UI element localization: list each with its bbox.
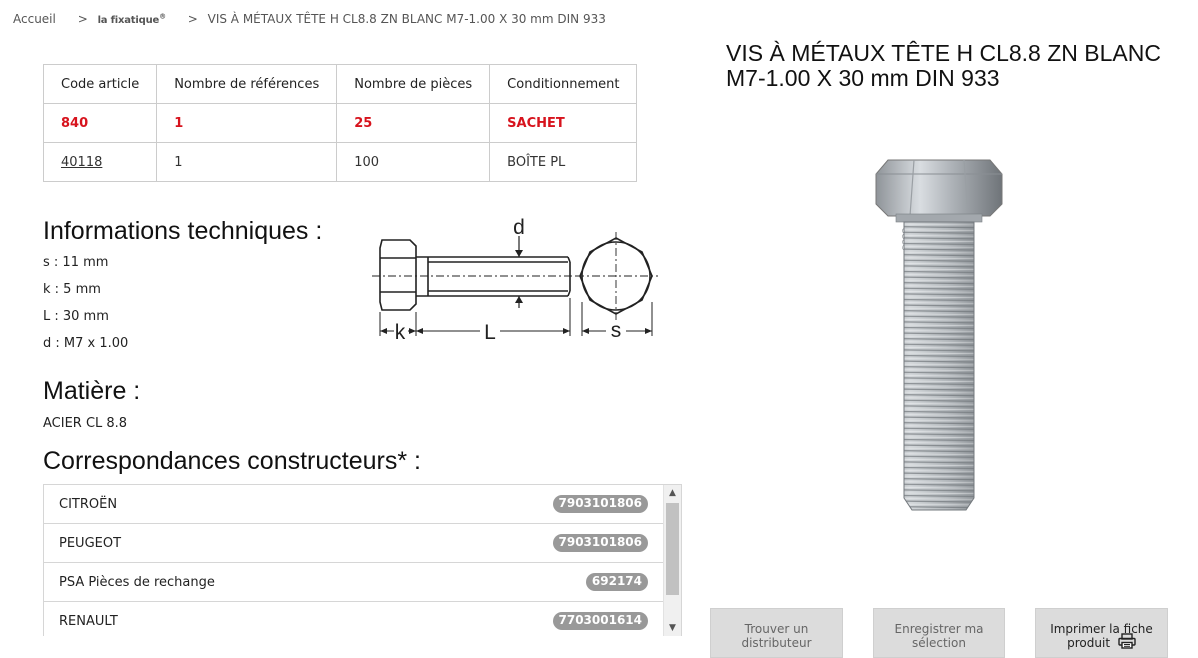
manufacturer-code-badge: 692174	[586, 573, 648, 591]
material-value: ACIER CL 8.8	[43, 416, 128, 431]
header-code-article: Code article	[44, 65, 157, 104]
manufacturer-code-badge: 7903101806	[553, 495, 649, 513]
spec-length: L : 30 mm	[43, 309, 109, 324]
references-table	[43, 64, 637, 182]
breadcrumb-home[interactable]: Accueil	[13, 12, 56, 26]
printer-icon	[1118, 633, 1136, 649]
diagram-label-d: d	[513, 216, 525, 239]
correspondences-list	[44, 485, 663, 636]
breadcrumb-separator: >	[187, 12, 198, 26]
diagram-label-length: L	[484, 321, 496, 344]
spec-diameter: d : M7 x 1.00	[43, 336, 129, 351]
cell-references: 1	[157, 143, 337, 182]
cell-pieces: 100	[337, 143, 490, 182]
chevron-down-icon[interactable]: ▼	[669, 623, 676, 633]
print-sheet-label-line2: produit	[1067, 636, 1111, 650]
print-sheet-button[interactable]	[1035, 608, 1168, 658]
list-scrollbar[interactable]	[663, 485, 681, 636]
technical-info-heading: Informations techniques :	[43, 217, 323, 245]
diagram-label-s: s	[610, 319, 622, 342]
table-header-row	[44, 65, 637, 104]
manufacturer-code-badge: 7903101806	[553, 534, 649, 552]
bolt-schematic-diagram	[372, 212, 662, 344]
code-article-link[interactable]: 40118	[61, 154, 103, 170]
cell-code	[44, 143, 157, 182]
save-selection-label-line1: Enregistrer ma	[894, 622, 984, 636]
find-distributor-label-line2: distributeur	[741, 636, 812, 650]
list-item	[44, 602, 663, 636]
cell-packaging: BOÎTE PL	[490, 143, 637, 182]
header-nombre-references: Nombre de références	[157, 65, 337, 104]
breadcrumb-separator: >	[77, 12, 88, 26]
cell-pieces: 25	[337, 104, 490, 143]
print-sheet-label-line1: Imprimer la fiche	[1050, 622, 1153, 636]
registered-mark: ®	[159, 12, 166, 21]
spec-s: s : 11 mm	[43, 255, 109, 270]
manufacturer-name: RENAULT	[59, 614, 118, 629]
cell-packaging: SACHET	[490, 104, 637, 143]
manufacturer-code-badge: 7703001614	[553, 612, 649, 630]
scrollbar-thumb[interactable]	[666, 503, 679, 595]
list-item	[44, 563, 663, 602]
breadcrumb-current: VIS À MÉTAUX TÊTE H CL8.8 ZN BLANC M7-1.00 X 30 mm DIN 933	[207, 12, 606, 26]
product-title: VIS À MÉTAUX TÊTE H CL8.8 ZN BLANC M7-1.00 X 30 mm DIN 933	[726, 40, 1161, 91]
table-row[interactable]	[44, 143, 637, 182]
header-nombre-pieces: Nombre de pièces	[337, 65, 490, 104]
find-distributor-button[interactable]	[710, 608, 843, 658]
save-selection-button[interactable]	[873, 608, 1005, 658]
header-conditionnement: Conditionnement	[490, 65, 637, 104]
cell-references: 1	[157, 104, 337, 143]
table-row-selected[interactable]	[44, 104, 637, 143]
manufacturer-name: CITROËN	[59, 497, 118, 512]
cell-code: 840	[44, 104, 157, 143]
product-image	[866, 158, 1012, 516]
correspondences-list-box	[43, 484, 682, 636]
list-item	[44, 485, 663, 524]
diagram-label-k: k	[394, 321, 406, 344]
breadcrumb-brand[interactable]	[97, 12, 166, 26]
material-heading: Matière :	[43, 377, 141, 405]
find-distributor-label-line1: Trouver un	[744, 622, 809, 636]
breadcrumb	[13, 12, 606, 26]
breadcrumb-brand-label: la fixatique	[97, 15, 160, 26]
correspondences-heading: Correspondances constructeurs* :	[43, 447, 421, 475]
chevron-up-icon[interactable]: ▲	[669, 488, 676, 498]
manufacturer-name: PSA Pièces de rechange	[59, 575, 215, 590]
spec-k: k : 5 mm	[43, 282, 101, 297]
save-selection-label-line2: sélection	[912, 636, 966, 650]
list-item	[44, 524, 663, 563]
manufacturer-name: PEUGEOT	[59, 536, 122, 551]
technical-spec-list	[43, 256, 128, 364]
